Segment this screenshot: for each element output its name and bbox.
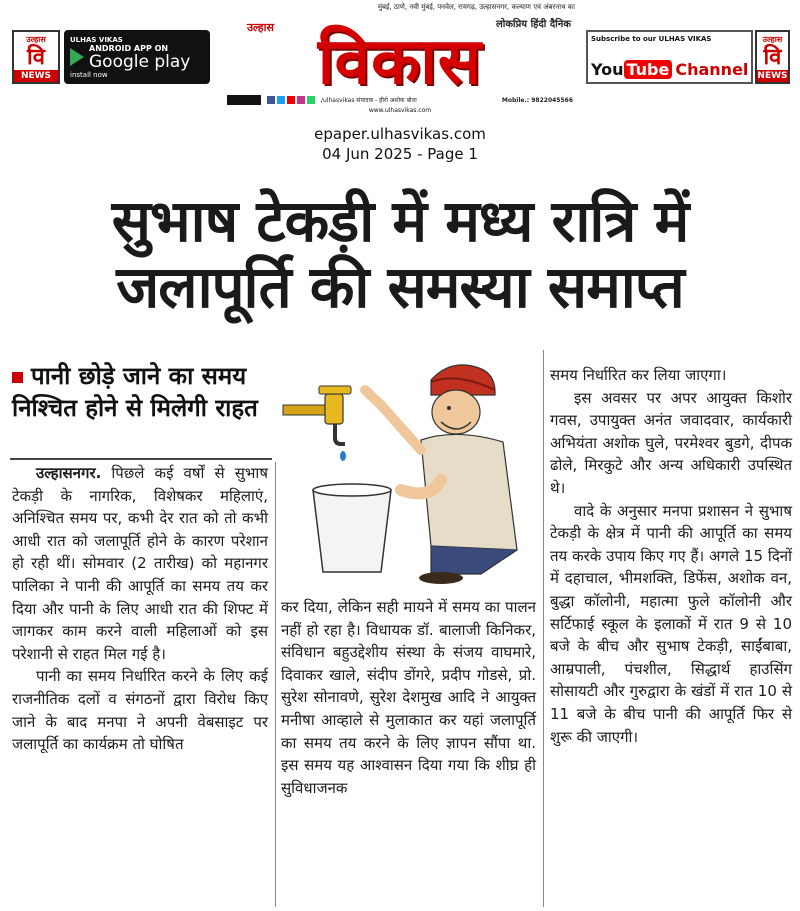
epaper-meta (0, 124, 800, 164)
ulhas-vikas-news-logo (12, 30, 60, 84)
editor-line: /ulhasvikas संपादक - हीरो अशोक बोधा (321, 97, 417, 104)
app-store-name: Google play (89, 51, 191, 72)
dateline: उल्हासनगर. (36, 464, 102, 482)
tagline: लोकप्रिय हिंदी दैनिक (495, 19, 571, 30)
newspaper-nameplate (225, 0, 575, 118)
col3-paragraph-1: समय निर्धारित कर लिया जाएगा। (550, 366, 727, 384)
masthead (0, 0, 800, 120)
col2-paragraph-1: कर दिया, लेकिन सही मायने में समय का पालन नहीं हो रहा है। विधायक डॉ. बालाजी किनिकर, संविधान बहुउद्देशीय संस्था के संजय वाघमारे, दिवाकर खाले, संदीप डोंगरे, प्रदीप गोडसे, प्रो. सुरेश सोनावणे, सुरेश देशमुख आदि ने आयुक्त मनीषा आव्हाले से मुलाकात कर यहां जलापूर्ति का समय तय करने के लिए ज्ञापन सौंपा था. इस समय यह आश्वासन दिया गया कि शीघ्र ही सुविधाजनक (281, 598, 536, 797)
divider (10, 458, 272, 460)
app-line1: ANDROID APP ON (89, 43, 169, 53)
contact-bar (227, 94, 573, 106)
yt-you: You (591, 60, 624, 79)
google-play-button[interactable] (64, 30, 210, 84)
brand-name: विकास (317, 24, 483, 99)
cities-line: मुंबई, ठाणे, नवी मुंबई, पनवेल, रायगढ़, उल्हासनगर, कल्याण एवं अंबरनाथ का (377, 3, 575, 11)
column-divider (543, 350, 544, 907)
date-page: 04 Jun 2025 - Page 1 (322, 145, 478, 163)
logo-top-text: उल्हास (762, 35, 783, 44)
logo-news-text: NEWS (14, 70, 58, 82)
logo-news-text: NEWS (757, 71, 788, 81)
logo-letter: वि (27, 44, 45, 70)
col3-paragraph-3: वादे के अनुसार मनपा प्रशासन ने सुभाष टेकड़ी के क्षेत्र में पानी की आपूर्ति का समय तय करके उपाय किए गए हैं। अगले 15 दिनों में दहाचाल, भीमशक्ति, डिफेंस, अशोक वन, बुद्धा कॉलोनी, महात्मा फुले कॉलोनी और सर्टिफाई स्कूल के इलाकों में रात 9 से 10 बजे के बीच और सुभाष टेकड़ी, साईंबाबा, आम्रपाली, पंचशील, सिद्धार्थ हाउसिंग सोसायटी और गुरुद्वारा के खंडों में रात 10 से 11 बजे के बीच पानी की आपूर्ति फिर से शुरू की जाएगी। (550, 501, 792, 746)
yt-tube: Tube (624, 60, 673, 79)
google-play-icon (70, 48, 84, 66)
website: www.ulhasvikas.com (368, 107, 432, 114)
whatsapp-icon (307, 96, 315, 104)
google-play-mini-icon (227, 95, 261, 105)
headline-line-2: जलापूर्ति की समस्या समाप्त (116, 253, 684, 321)
headline (10, 188, 790, 320)
logo-letter: वि (763, 44, 782, 70)
col1-paragraph-1: पिछले कई वर्षों से सुभाष टेकड़ी के नागरिक, विशेषकर महिलाएं, अनिश्चित समय पर, कभी देर रात को तो कभी आधी रात को जलापूर्ति होने के कारण परेशान हो रही थीं। सोमवार (2 तारीख) को महानगर पालिका ने पानी की आपूर्ति का समय तय कर दिया और पानी के लिए आधी रात की शिफ्ट में जागकर काम करने वाली महिलाओं को इस परेशानी से राहत मिल गई है। (12, 464, 268, 663)
water-tap-illustration (281, 350, 537, 590)
facebook-icon (267, 96, 275, 104)
column-divider (275, 462, 276, 907)
subheading (12, 360, 272, 424)
headline-line-1: सुभाष टेकड़ी में मध्य रात्रि में (111, 187, 689, 255)
instagram-icon (297, 96, 305, 104)
epaper-site: epaper.ulhasvikas.com (314, 125, 486, 143)
youtube-channel-badge[interactable] (586, 30, 788, 84)
youtube-icon (287, 96, 295, 104)
logo-top-text: उल्हास (26, 35, 46, 44)
app-brand: ULHAS VIKAS (70, 35, 123, 44)
twitter-icon (277, 96, 285, 104)
android-app-badge[interactable] (12, 30, 210, 84)
col1-paragraph-2: पानी का समय निर्धारित करने के लिए कई राजनीतिक दलों व संगठनों द्वारा विरोध किए जाने के बाद मनपा ने अपनी वेबसाइट पर जलापूर्ति का कार्यक्रम तो घोषित (12, 667, 268, 754)
article-column-3 (550, 364, 792, 748)
col3-paragraph-2: इस अवसर पर अपर आयुक्त किशोर गवस, उपायुक्त अनंत जवादवार, कार्यकारी अभियंता अशोक घुले, परमेश्वर बुडगे, दीपक ढोले, मिरकुटे और अन्य अधिकारी उपस्थित थे। (550, 388, 792, 497)
bullet-square-icon (12, 372, 23, 383)
ulhas-vikas-news-logo-right (755, 30, 789, 84)
article-column-2 (281, 596, 536, 799)
brand-small: उल्हास (247, 21, 274, 34)
yt-channel: Channel (675, 60, 749, 79)
mobile-number: Mobile.: 9822045566 (501, 96, 573, 104)
yt-subscribe-text: Subscribe to our ULHAS VIKAS (591, 35, 712, 43)
article-column-1 (12, 462, 268, 756)
app-install-text: install now (70, 70, 108, 79)
subheading-text: पानी छोड़े जाने का समय निश्चित होने से मिलेगी राहत (12, 362, 258, 422)
social-icons (267, 96, 315, 104)
